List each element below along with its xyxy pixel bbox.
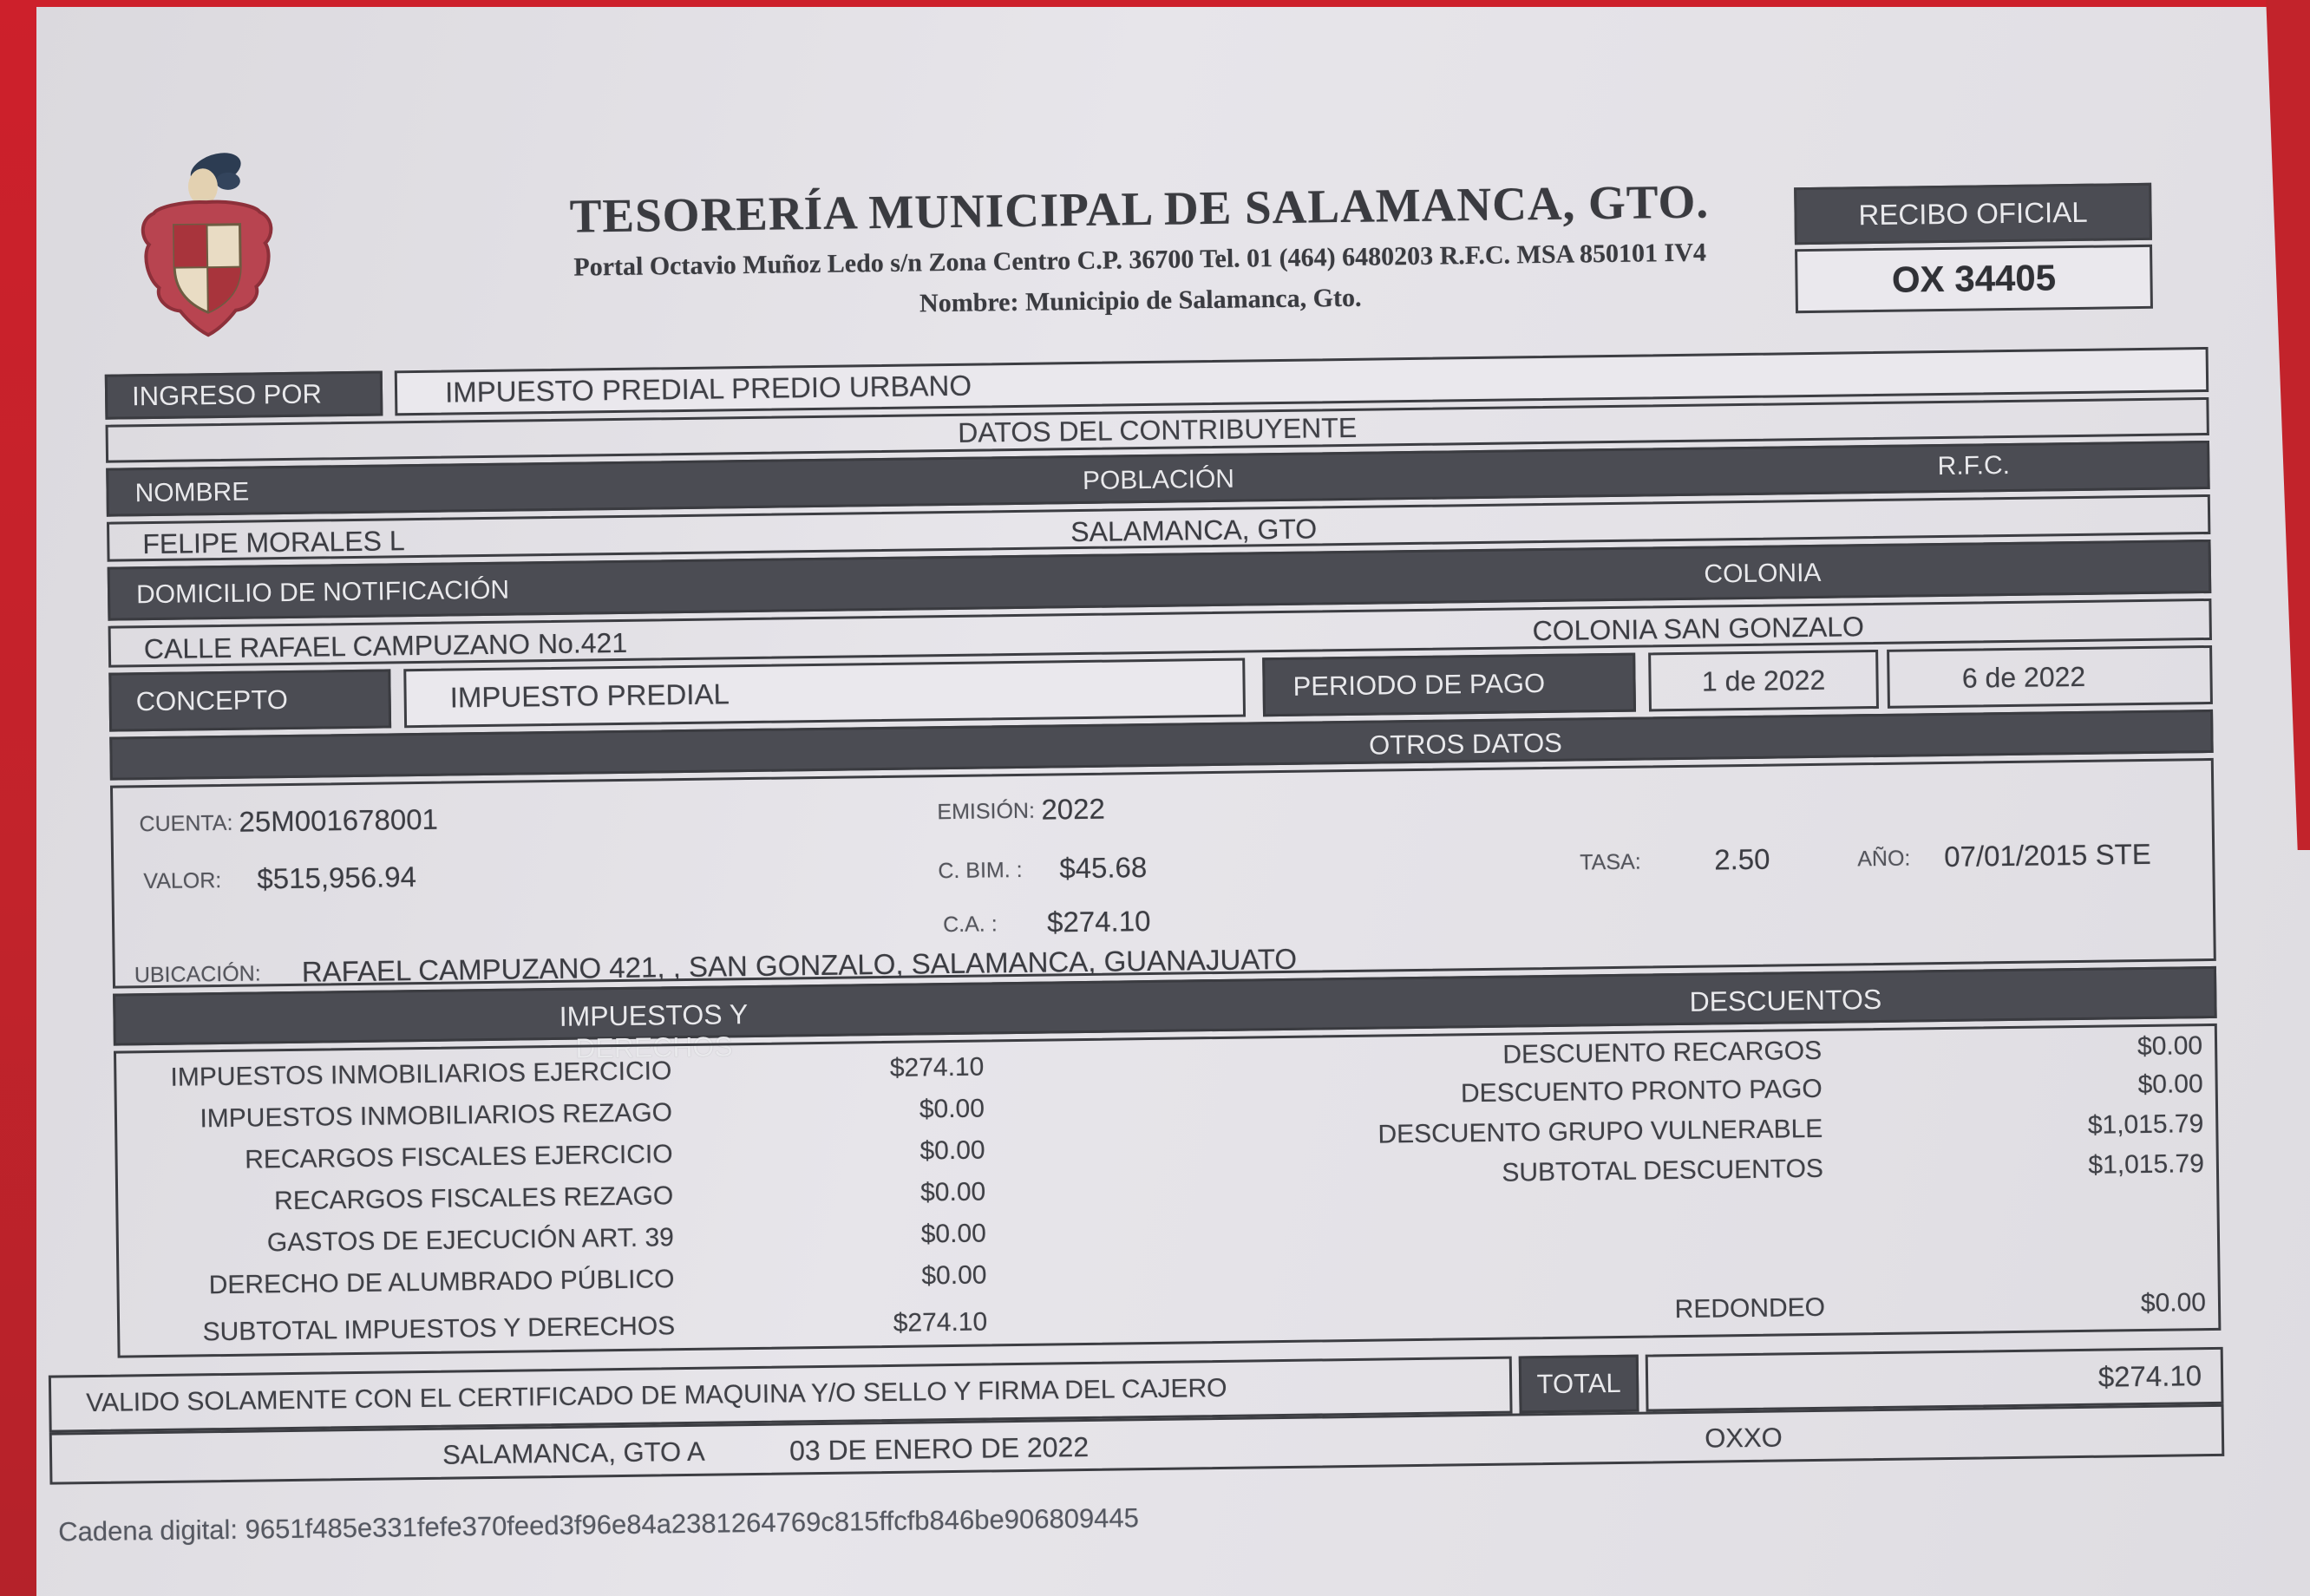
descuento-row-amount: $0.00 bbox=[2137, 1031, 2203, 1062]
municipal-crest-icon bbox=[128, 147, 286, 347]
receipt-paper bbox=[36, 7, 2310, 1596]
periodo-desde: 1 de 2022 bbox=[1648, 650, 1879, 711]
descuentos-title: DESCUENTOS bbox=[1689, 983, 1882, 1017]
nombre-label: NOMBRE bbox=[134, 477, 250, 508]
impuesto-row-label: RECARGOS FISCALES EJERCICIO bbox=[244, 1140, 673, 1174]
descuento-row-label: DESCUENTO PRONTO PAGO bbox=[1460, 1074, 1822, 1109]
impuesto-row-label: IMPUESTOS INMOBILIARIOS EJERCICIO bbox=[170, 1056, 672, 1092]
receipt-box-title: RECIBO OFICIAL bbox=[1794, 183, 2152, 245]
page-title: TESORERÍA MUNICIPAL DE SALAMANCA, GTO. bbox=[569, 174, 1710, 243]
place-label: SALAMANCA, GTO A bbox=[442, 1436, 705, 1470]
impuesto-row-amount: $0.00 bbox=[920, 1219, 987, 1249]
otros-datos-title: OTROS DATOS bbox=[1368, 727, 1563, 761]
concepto-value: IMPUESTO PREDIAL bbox=[403, 658, 1246, 729]
cbim-label: C. BIM. : bbox=[938, 857, 1023, 884]
cashier-label: OXXO bbox=[1704, 1422, 1783, 1454]
ano-value: 07/01/2015 STE bbox=[1943, 837, 2151, 873]
colonia-value: COLONIA SAN GONZALO bbox=[1532, 611, 1865, 647]
total-amount: $274.10 bbox=[1646, 1347, 2224, 1412]
tasa-label: TASA: bbox=[1580, 849, 1641, 875]
impuesto-row-label: RECARGOS FISCALES REZAGO bbox=[273, 1181, 674, 1216]
descuento-row-label: DESCUENTO GRUPO VULNERABLE bbox=[1377, 1114, 1823, 1149]
domicilio-value: CALLE RAFAEL CAMPUZANO No.421 bbox=[143, 626, 628, 665]
ingreso-label: INGRESO POR bbox=[105, 371, 383, 420]
emision-value: 2022 bbox=[1041, 792, 1106, 826]
descuento-subtotal-label: SUBTOTAL DESCUENTOS bbox=[1502, 1154, 1824, 1187]
receipt-document bbox=[26, 0, 2310, 1596]
impuesto-row-amount: $0.00 bbox=[919, 1177, 986, 1207]
redondeo-label: REDONDEO bbox=[1674, 1292, 1826, 1325]
impuesto-subtotal-label: SUBTOTAL IMPUESTOS Y DERECHOS bbox=[202, 1311, 676, 1347]
colonia-label: COLONIA bbox=[1704, 558, 1822, 589]
impuesto-row-label: IMPUESTOS INMOBILIARIOS REZAGO bbox=[200, 1098, 673, 1134]
receipt-table bbox=[105, 347, 2222, 1362]
receipt-number-box bbox=[1794, 183, 2153, 313]
date-label: 03 DE ENERO DE 2022 bbox=[789, 1430, 1090, 1467]
nombre-value: FELIPE MORALES L bbox=[142, 525, 405, 560]
cuenta-label: CUENTA: bbox=[139, 810, 233, 837]
ano-label: AÑO: bbox=[1857, 846, 1911, 872]
digital-chain: Cadena digital: 9651f485e331fefe370feed3f96e84a2381264769c815ffcfb846be906809445 bbox=[57, 1502, 1140, 1547]
ca-label: C.A. : bbox=[942, 912, 998, 938]
otros-datos-body bbox=[110, 758, 2216, 989]
cbim-value: $45.68 bbox=[1059, 851, 1148, 885]
impuesto-row-label: DERECHO DE ALUMBRADO PÚBLICO bbox=[208, 1265, 675, 1300]
ubicacion-value: RAFAEL CAMPUZANO 421, , SAN GONZALO, SALAMANCA, GUANAJUATO bbox=[301, 942, 1298, 988]
receipt-number: OX 34405 bbox=[1795, 245, 2153, 313]
emision-label: EMISIÓN: bbox=[937, 798, 1036, 825]
periodo-hasta: 6 de 2022 bbox=[1887, 645, 2213, 709]
descuento-row-label: DESCUENTO RECARGOS bbox=[1502, 1036, 1822, 1069]
impuesto-subtotal-amount: $274.10 bbox=[893, 1307, 988, 1338]
ingreso-value: IMPUESTO PREDIAL PREDIO URBANO bbox=[395, 347, 2209, 415]
rfc-label: R.F.C. bbox=[1937, 450, 2011, 481]
valor-label: VALOR: bbox=[143, 868, 222, 894]
concepto-label: CONCEPTO bbox=[108, 669, 391, 731]
letterhead bbox=[289, 167, 1991, 332]
cuenta-value: 25M001678001 bbox=[239, 802, 439, 838]
tasa-value: 2.50 bbox=[1714, 842, 1770, 876]
valido-note: VALIDO SOLAMENTE CON EL CERTIFICADO DE MAQUINA Y/O SELLO Y FIRMA DEL CAJERO bbox=[49, 1357, 1513, 1433]
money-table-body bbox=[114, 1024, 2221, 1358]
impuestos-title: IMPUESTOS Y DERECHOS bbox=[559, 998, 749, 1064]
periodo-label: PERIODO DE PAGO bbox=[1262, 653, 1636, 717]
redondeo-amount: $0.00 bbox=[2140, 1288, 2207, 1318]
poblacion-label: POBLACIÓN bbox=[1082, 464, 1235, 495]
ubicacion-label: UBICACIÓN: bbox=[134, 961, 261, 988]
impuesto-row-amount: $274.10 bbox=[889, 1052, 985, 1083]
descuento-row-amount: $0.00 bbox=[2137, 1069, 2203, 1100]
valor-value: $515,956.94 bbox=[257, 860, 417, 895]
descuento-subtotal-amount: $1,015.79 bbox=[2088, 1149, 2205, 1180]
office-address: Portal Octavio Muñoz Ledo s/n Zona Centro C.P. 36700 Tel. 01 (464) 6480203 R.F.C. MSA 850101 IV4 bbox=[573, 238, 1707, 282]
section-datos-contribuyente: DATOS DEL CONTRIBUYENTE bbox=[106, 397, 2209, 463]
poblacion-value: SALAMANCA, GTO bbox=[1070, 513, 1318, 548]
impuesto-row-amount: $0.00 bbox=[919, 1135, 985, 1166]
ca-value: $274.10 bbox=[1046, 904, 1151, 939]
domicilio-label: DOMICILIO DE NOTIFICACIÓN bbox=[135, 575, 510, 610]
impuesto-row-amount: $0.00 bbox=[919, 1094, 985, 1124]
impuesto-row-amount: $0.00 bbox=[921, 1260, 987, 1291]
descuento-row-amount: $1,015.79 bbox=[2087, 1109, 2204, 1140]
impuesto-row-label: GASTOS DE EJECUCIÓN ART. 39 bbox=[266, 1223, 675, 1258]
total-label: TOTAL bbox=[1519, 1355, 1639, 1414]
office-name: Nombre: Municipio de Salamanca, Gto. bbox=[919, 283, 1362, 318]
